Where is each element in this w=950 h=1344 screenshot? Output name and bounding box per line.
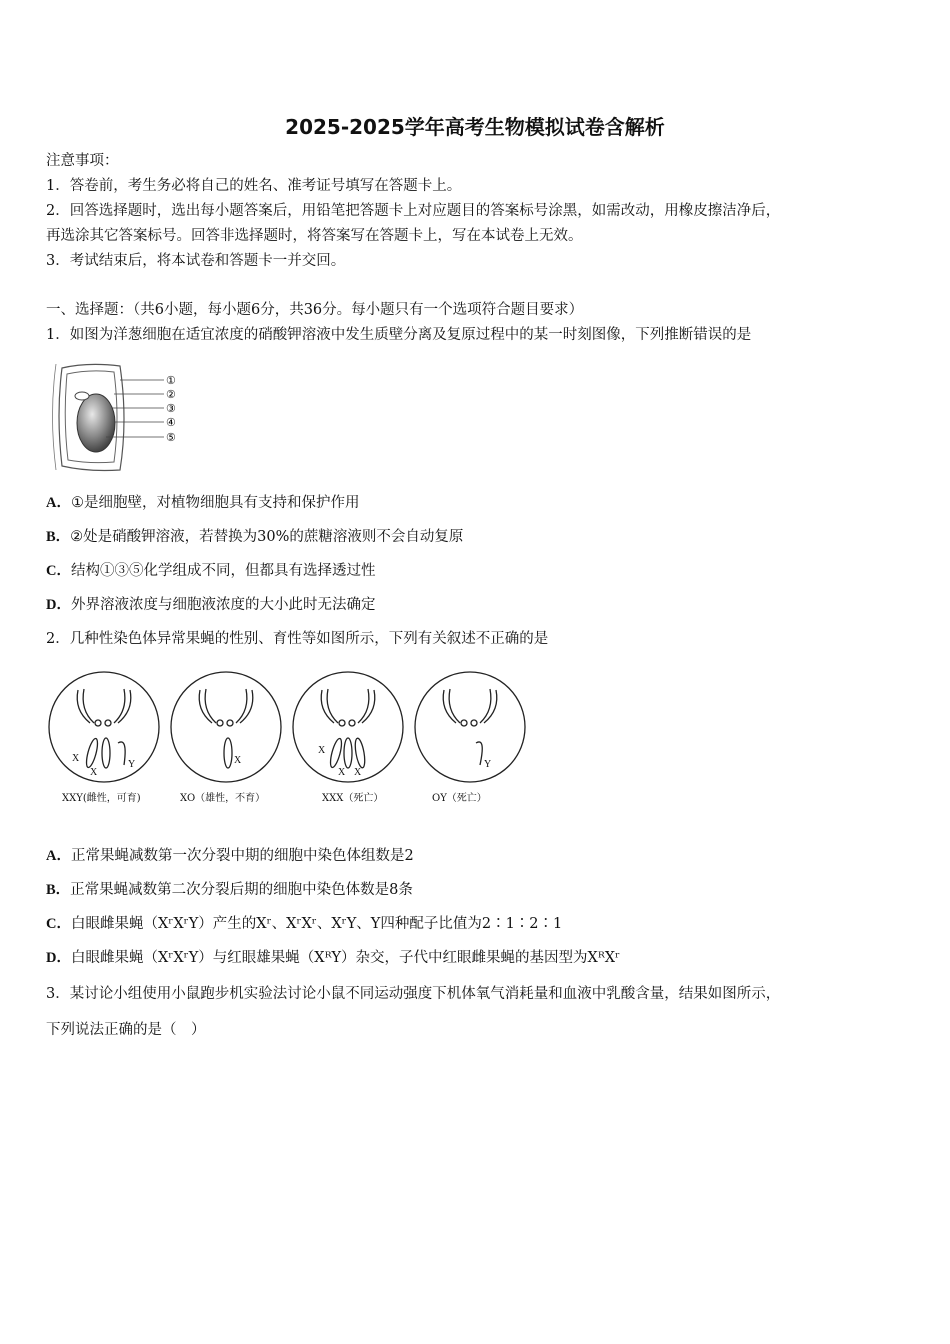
q2-option-c: C．白眼雌果蝇（XʳXʳY）产生的Xʳ、XʳXʳ、XʳY、Y四种配子比值为2∶1∶2∶1 [46,916,563,932]
chrom-label: Y [484,759,492,770]
chrom-label: X [234,755,242,766]
question-1-stem: 1．如图为洋葱细胞在适宜浓度的硝酸钾溶液中发生质壁分离及复原过程中的某一时刻图像，下列推断错误的是 [46,327,752,343]
cell-label-3: ③ [166,402,176,415]
fruitfly-chromosome-figure [48,665,548,810]
q1-option-b: B．②处是硝酸钾溶液，若替换为30%的蔗糖溶液则不会自动复原 [46,529,464,545]
cell-caption: XO（雄性，不育） [180,793,266,804]
section-heading: 一、选择题：（共6小题，每小题6分，共36分。每小题只有一个选项符合题目要求） [46,302,584,318]
notice-item: 1．答卷前，考生务必将自己的姓名、准考证号填写在答题卡上。 [46,178,462,194]
q2-option-b: B．正常果蝇减数第二次分裂后期的细胞中染色体数是8条 [46,882,413,898]
chrom-label: X [338,767,346,778]
chrom-label: Y [128,759,136,770]
q1-option-d: D．外界溶液浓度与细胞液浓度的大小此时无法确定 [46,597,376,613]
question-3-stem: 下列说法正确的是（ ） [46,1022,206,1038]
onion-cell-figure [48,360,188,475]
question-3-stem: 3．某讨论小组使用小鼠跑步机实验法讨论小鼠不同运动强度下机体氧气消耗量和血液中乳酸含量，结果如图所示， [46,986,781,1002]
notice-item: 再选涂其它答案标号。回答非选择题时，将答案写在答题卡上，写在本试卷上无效。 [46,228,583,244]
chrom-label: X [318,745,326,756]
q2-option-d: D．白眼雌果蝇（XʳXʳY）与红眼雄果蝇（XᴿY）杂交，子代中红眼雌果蝇的基因型为XᴿXʳ [46,950,621,966]
q1-option-a: A．①是细胞壁，对植物细胞具有支持和保护作用 [46,495,360,511]
q1-option-c: C．结构①③⑤化学组成不同，但都具有选择透过性 [46,563,376,579]
cell-label-4: ④ [166,416,176,429]
cell-caption: OY（死亡） [432,793,487,804]
cell-caption: XXY(雌性，可育) [62,793,141,804]
notice-item: 2．回答选择题时，选出每小题答案后，用铅笔把答题卡上对应题目的答案标号涂黑，如需改动，用橡皮擦洁净后， [46,203,781,219]
cell-label-5: ⑤ [166,431,176,444]
chrom-label: X [72,753,80,764]
chrom-label: X [90,767,98,778]
notice-heading: 注意事项： [46,153,119,169]
question-2-stem: 2．几种性染色体异常果蝇的性别、育性等如图所示，下列有关叙述不正确的是 [46,631,549,647]
chrom-label: X [354,767,362,778]
q2-option-a: A．正常果蝇减数第一次分裂中期的细胞中染色体组数是2 [46,848,414,864]
page-title: 2025-2025学年高考生物模拟试卷含解析 [285,115,665,139]
cell-label-1: ① [166,374,176,387]
notice-item: 3．考试结束后，将本试卷和答题卡一并交回。 [46,253,346,269]
cell-caption: XXX（死亡） [322,793,384,804]
cell-label-2: ② [166,388,176,401]
